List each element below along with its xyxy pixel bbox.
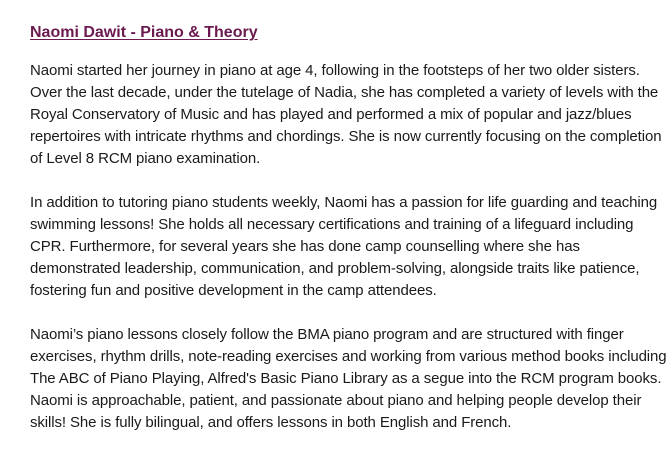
bio-paragraph-lessons: Naomi’s piano lessons closely follow the BMA piano program and are structured with finger exercises, rhythm drills, note-reading exercises and working from various method books including The ABC of Piano Playing, Alfred's Basic Piano Library as a segue into the RCM program books. Naomi is approachable, patient, and passionate about piano and helping people develop their skills! She is fully bilingual, and offers lessons in both English and French. <box>30 326 667 431</box>
bio-paragraph-activities: In addition to tutoring piano students weekly, Naomi has a passion for life guarding and teaching swimming lessons! She holds all necessary certifications and training of a lifeguard including CPR. Furthermore, for several years she has done camp counselling where she has demonstrated leadership, communication, and problem-solving, alongside traits like patience, fostering fun and positive development in the camp attendees. <box>30 194 658 299</box>
bio-paragraph-background: Naomi started her journey in piano at age 4, following in the footsteps of her two older sisters. Over the last decade, under the tutelage of Nadia, she has completed a variety of levels with the Royal Conservatory of Music and has played and performed a mix of popular and jazz/blues repertoires with intricate rhythms and chordings. She is now currently focusing on the completion of Level 8 RCM piano examination. <box>30 62 662 167</box>
page-title: Naomi Dawit - Piano & Theory <box>30 24 258 41</box>
bio-body <box>30 60 670 434</box>
bio-page <box>30 22 670 434</box>
